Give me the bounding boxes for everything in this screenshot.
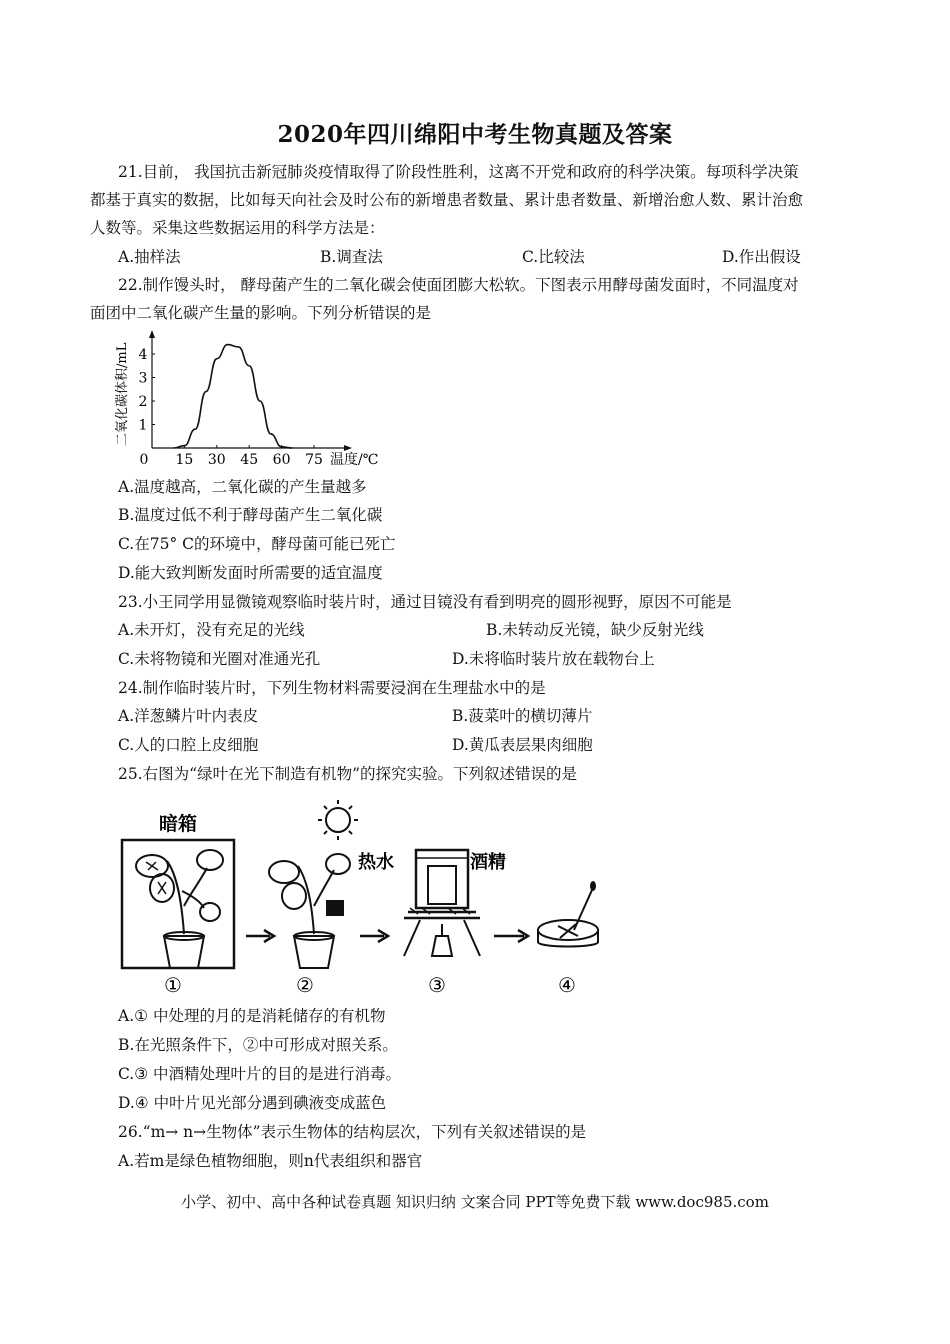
co2-temperature-chart [112,326,379,470]
x-tick-label: 60 [272,452,291,468]
page-footer: 小学、初中、高中各种试卷真题 知识归纳 文案合同 PPT等免费下载 www.doc985.com [181,1193,769,1211]
dark-box-setup [122,812,234,968]
arrow-right-icon [494,930,528,942]
q21-text-line-2: 都基于真实的数据，比如每天向社会及时公布的新增患者数量、累计患者数量、新增治愈人数、累计治愈 [90,191,804,209]
q25-option-b: B.在光照条件下，②中可形成对照关系。 [118,1036,398,1054]
y-tick-label: 2 [138,394,148,410]
q25-text-line-1: 25.右图为“绿叶在光下制造有机物”的探究实验。下列叙述错误的是 [118,765,578,783]
q26-text-line-1: 26.“m→ n→生物体”表示生物体的结构层次，下列有关叙述错误的是 [118,1123,587,1141]
q23-option-c: C.未将物镜和光圈对准通光孔 [118,650,321,668]
x-tick-label: 0 [139,452,149,468]
q22-option-b: B.温度过低不利于酵母菌产生二氧化碳 [118,506,383,524]
y-tick-label: 4 [138,347,148,363]
co2-curve-line [174,345,293,448]
q22-text-line-2: 面团中二氧化碳产生量的影响。下列分析错误的是 [90,304,432,322]
q26-option-a: A.若m是绿色植物细胞，则n代表组织和器官 [118,1152,423,1170]
arrow-right-icon [360,930,388,942]
q21-option-a: A.抽样法 [118,248,181,266]
step-4-label: ④ [558,973,576,997]
q24-option-d: D.黄瓜表层果肉细胞 [452,736,593,754]
q23-option-b: B.未转动反光镜，缺少反射光线 [486,621,704,639]
x-tick-label: 15 [175,452,194,468]
chart-axes [149,330,352,451]
y-tick-label: 1 [138,417,148,434]
q21-option-b: B.调查法 [320,248,383,266]
q25-option-a: A.① 中处理的月的是消耗储存的有机物 [118,1007,386,1025]
q21-option-c: C.比较法 [522,248,585,266]
q25-option-d: D.④ 中叶片见光部分遇到碘液变成蓝色 [118,1094,387,1112]
step-2-label: ② [296,973,314,997]
dark-box-label: 暗箱 [159,813,198,835]
q25-option-c: C.③ 中酒精处理叶片的目的是进行消毒。 [118,1065,402,1083]
hot-water-label: 热水 [358,852,394,873]
q24-option-c: C.人的口腔上皮细胞 [118,736,259,754]
y-axis-label: 二氧化碳体积/mL [115,342,130,446]
q22-option-d: D.能大致判断发面时所需要的适宜温度 [118,564,383,582]
q21-text-line-1: 21.目前， 我国抗击新冠肺炎疫情取得了阶段性胜利，这离不开党和政府的科学决策。每项科学决策 [118,163,799,181]
arrow-right-icon [246,930,274,942]
y-tick-label: 3 [138,370,148,387]
x-tick-label: 45 [240,452,259,468]
q22-option-c: C.在75° C的环境中，酵母菌可能已死亡 [118,535,396,553]
q22-text-line-1: 22.制作馒头时， 酵母菌产生的二氧化碳会使面团膨大松软。下图表示用酵母菌发面时，不同温度对 [118,276,799,294]
q21-text-line-3: 人数等。采集这些数据运用的科学方法是： [90,219,385,237]
step-1-label: ① [164,973,182,997]
alcohol-label: 酒精 [470,852,506,873]
q24-text-line-1: 24.制作临时装片时，下列生物材料需要浸润在生理盐水中的是 [118,679,546,697]
x-tick-label: 30 [207,452,226,468]
q22-option-a: A.温度越高，二氧化碳的产生量越多 [118,478,367,496]
q23-option-d: D.未将临时装片放在载物台上 [452,650,655,668]
page-title: 2020年四川绵阳中考生物真题及答案 [277,121,673,148]
photosynthesis-experiment-figure [112,796,632,996]
q24-option-a: A.洋葱鳞片叶内表皮 [118,707,259,725]
x-tick-label: 75 [305,452,323,468]
q24-option-b: B.菠菜叶的横切薄片 [452,707,593,725]
sunlight-plant-setup [269,800,358,968]
petri-dish-setup [538,881,598,947]
q23-option-a: A.未开灯，没有充足的光线 [118,621,305,639]
x-axis-label: 温度/℃ [330,452,379,468]
step-3-label: ③ [428,973,446,997]
q21-option-d: D.作出假设 [722,248,801,266]
q23-text-line-1: 23.小王同学用显微镜观察临时装片时，通过目镜没有看到明亮的圆形视野，原因不可能是 [118,593,732,611]
